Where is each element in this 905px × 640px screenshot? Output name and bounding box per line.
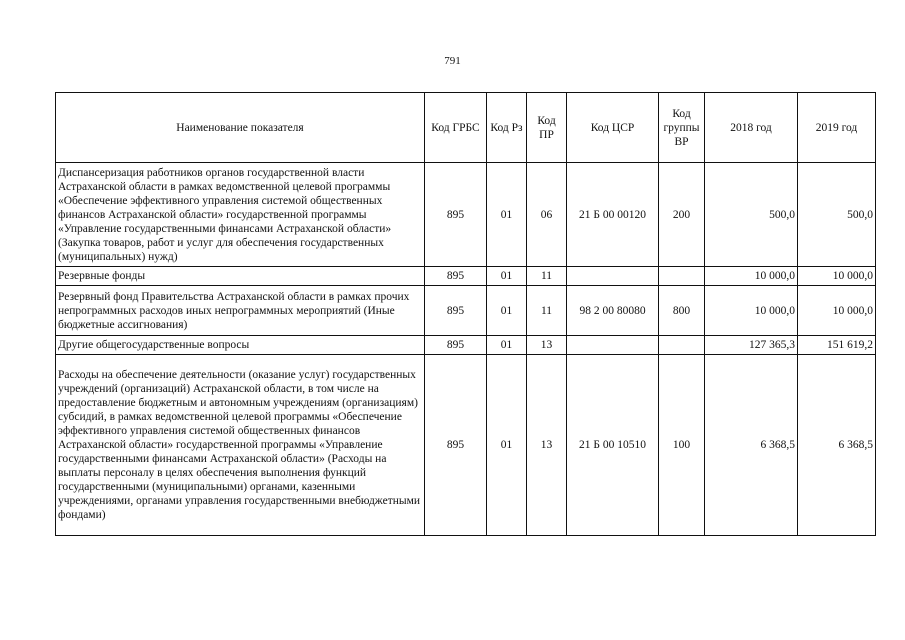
cell-pr: 11 — [527, 286, 567, 336]
header-rz: Код Рз — [487, 93, 527, 163]
cell-csr: 21 Б 00 00120 — [567, 163, 659, 267]
cell-rz: 01 — [487, 163, 527, 267]
header-name: Наименование показателя — [56, 93, 425, 163]
cell-rz: 01 — [487, 286, 527, 336]
cell-grbs: 895 — [425, 163, 487, 267]
table-row — [56, 336, 876, 355]
cell-name: Другие общегосударственные вопросы — [56, 336, 425, 355]
header-2018: 2018 год — [705, 93, 798, 163]
cell-2018: 127 365,3 — [705, 336, 798, 355]
cell-pr: 11 — [527, 267, 567, 286]
table-row — [56, 286, 876, 336]
cell-grbs: 895 — [425, 336, 487, 355]
cell-grbs: 895 — [425, 267, 487, 286]
cell-vr — [659, 336, 705, 355]
cell-pr: 13 — [527, 336, 567, 355]
cell-2018: 10 000,0 — [705, 267, 798, 286]
cell-csr — [567, 267, 659, 286]
cell-vr: 200 — [659, 163, 705, 267]
cell-vr — [659, 267, 705, 286]
cell-grbs: 895 — [425, 286, 487, 336]
budget-table — [55, 92, 876, 536]
table-row — [56, 355, 876, 536]
header-row — [56, 93, 876, 163]
cell-2019: 10 000,0 — [798, 267, 876, 286]
cell-rz: 01 — [487, 267, 527, 286]
table-row — [56, 163, 876, 267]
table-row — [56, 267, 876, 286]
cell-name: Резервный фонд Правительства Астраханской области в рамках прочих непрограммных расходов иных непрограммных мероприятий (Иные бюджетные ассигнования) — [56, 286, 425, 336]
cell-csr: 21 Б 00 10510 — [567, 355, 659, 536]
header-2019: 2019 год — [798, 93, 876, 163]
cell-name: Диспансеризация работников органов государственной власти Астраханской области в рамках ведомственной целевой программы «Обеспечение эффективного управления системой общественных финансов Астраханской области» государственной программы «Управление государственными финансами Астраханской области» (Закупка товаров, работ и услуг для обеспечения государственных (муниципальных) нужд) — [56, 163, 425, 267]
cell-name: Расходы на обеспечение деятельности (оказание услуг) государственных учреждений (организаций) Астраханской области, в том числе на предоставление бюджетным и автономным учреждениям (организациям) субсидий, в рамках ведомственной целевой программы «Обеспечение эффективного управления системой общественных финансов Астраханской области» государственной программы «Управление государственными финансами Астраханской области» (Расходы на выплаты персоналу в целях обеспечения выполнения функций государственными (муниципальными) органами, казенными учреждениями, органами управления государственными внебюджетными фондами) — [56, 355, 425, 536]
cell-grbs: 895 — [425, 355, 487, 536]
cell-2019: 6 368,5 — [798, 355, 876, 536]
cell-csr — [567, 336, 659, 355]
cell-vr: 100 — [659, 355, 705, 536]
cell-csr: 98 2 00 80080 — [567, 286, 659, 336]
cell-2019: 151 619,2 — [798, 336, 876, 355]
cell-name: Резервные фонды — [56, 267, 425, 286]
header-vr: Код группы ВР — [659, 93, 705, 163]
cell-2018: 6 368,5 — [705, 355, 798, 536]
cell-pr: 06 — [527, 163, 567, 267]
header-pr: Код ПР — [527, 93, 567, 163]
cell-pr: 13 — [527, 355, 567, 536]
cell-rz: 01 — [487, 336, 527, 355]
cell-2018: 10 000,0 — [705, 286, 798, 336]
page-number: 791 — [444, 55, 461, 67]
cell-rz: 01 — [487, 355, 527, 536]
cell-2019: 10 000,0 — [798, 286, 876, 336]
header-csr: Код ЦСР — [567, 93, 659, 163]
cell-2019: 500,0 — [798, 163, 876, 267]
cell-2018: 500,0 — [705, 163, 798, 267]
header-grbs: Код ГРБС — [425, 93, 487, 163]
cell-vr: 800 — [659, 286, 705, 336]
